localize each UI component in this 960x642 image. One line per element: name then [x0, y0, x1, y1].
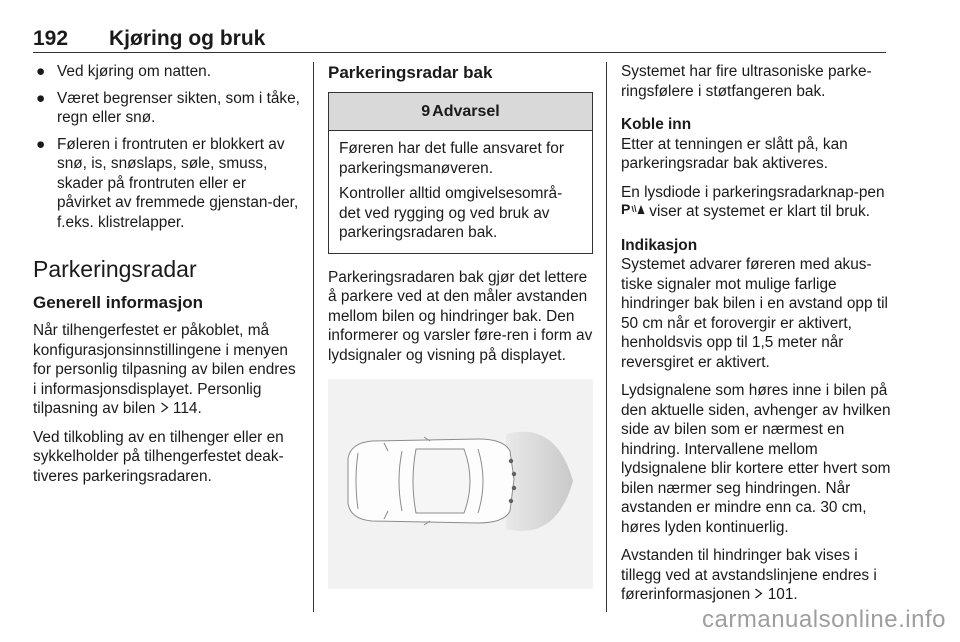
section-title: Parkeringsradar: [33, 256, 197, 282]
page-header: [33, 26, 886, 53]
bullet-list: [33, 62, 301, 232]
paragraph: Systemet har fire ultrasoniske parke-ringsfølere i støtfangeren bak.: [621, 63, 872, 100]
sensor-detection-zone: [506, 432, 573, 531]
parking-radar-illustration: [328, 379, 593, 589]
ref-arrow-icon: [754, 586, 767, 603]
list-item: ● Føleren i frontruten er blokkert av snø, is, snøslaps, søle, smuss, skader på frontruten eller er påvirket av fremmede gjenstan-der, f.eks. klistrelapper.: [36, 135, 299, 231]
paragraph: Etter at tenningen er slått på, kan parkeringsradar bak aktiveres.: [621, 135, 848, 172]
page-reference-link[interactable]: 114.: [172, 400, 202, 417]
paragraph: Lydsignalene som høres inne i bilen på den aktuelle siden, avhenger av hvilken side av bilen som er nærmest en hindring. Intervallene mellom lydsignalene blir kortere etter hvert som bilen nærmer seg hindringen. Når avstanden er mindre enn ca. 30 cm, høres lyden kontinuerlig.: [621, 382, 891, 536]
warning-header: [329, 93, 592, 131]
column-divider: [606, 62, 607, 612]
column-middle: [328, 62, 593, 589]
list-item: ● Været begrenser sikten, som i tåke, regn eller snø.: [36, 89, 300, 126]
subsection-title: Generell informasjon: [33, 293, 204, 312]
warning-text: Kontroller alltid omgivelsesområ-det ved rygging og ved bruk av parkeringsradaren bak.: [339, 185, 563, 241]
ref-arrow-icon: [160, 400, 173, 417]
column-left: [33, 62, 301, 495]
page-reference-link[interactable]: 101.: [767, 586, 798, 603]
section-title: Parkeringsradar bak: [328, 63, 493, 82]
warning-box: [328, 92, 593, 254]
warning-text: Føreren har det fulle ansvaret for parkeringsmanøveren.: [339, 140, 564, 177]
paragraph: Når tilhengerfestet er påkoblet, må konfigurasjonsinnstillingene i menyen for personlig tilpasning av bilen endres i informasjonsdisplayet. Personlig tilpasning av bilen 114.: [33, 322, 296, 417]
car-icon: [348, 437, 514, 525]
chapter-title: Kjøring og bruk: [109, 27, 266, 50]
park-assist-button-icon: [621, 203, 649, 220]
svg-text:P: P: [621, 202, 631, 216]
paragraph: Parkeringsradaren bak gjør det lettere å parkere ved at den måler avstanden mellom bilen og hindringer bak. Den informerer og varsler føre-ren i form av lydsignaler og visning på displayet.: [328, 268, 593, 364]
watermark: carmanualsonline.info: [702, 606, 946, 633]
subheading-koble-inn: Koble inn: [621, 116, 692, 133]
list-item: ● Ved kjøring om natten.: [36, 63, 211, 80]
subheading-indikasjon: Indikasjon: [621, 236, 698, 254]
paragraph: Ved tilkobling av en tilhenger eller en sykkelholder på tilhengerfestet deak-tiveres parkeringsradaren.: [33, 428, 284, 485]
column-right: [621, 62, 891, 614]
column-divider: [313, 62, 314, 612]
paragraph: Systemet advarer føreren med akus-tiske signaler mot mulige farlige hindringer bak bilen i en avstand opp til 50 cm når et forovergir er aktivert, henholdsvis opp til 1,5 meter når reversgiret er aktivert.: [621, 256, 888, 371]
paragraph: Avstanden til hindringer bak vises i tillegg ved at avstandslinjene endres i førerinformasjonen 101.: [621, 547, 877, 603]
page-number: 192: [33, 27, 69, 50]
warning-triangle-icon: 9: [421, 102, 431, 120]
car-sensor-diagram: [328, 379, 593, 589]
paragraph: En lysdiode i parkeringsradarknap-pen P viser at systemet er klart til bruk.: [621, 183, 885, 220]
warning-label: Advarsel: [432, 102, 500, 120]
